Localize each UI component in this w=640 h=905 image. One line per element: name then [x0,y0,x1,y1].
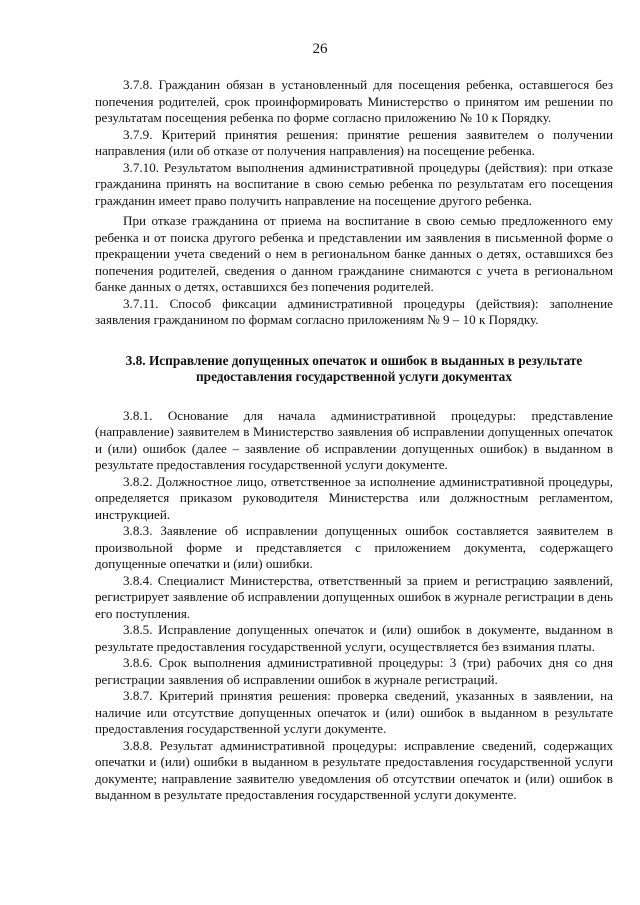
paragraph-3-8-7: 3.8.7. Критерий принятия решения: проверка сведений, указанных в заявлении, на наличие или отсутствие допущенных опечаток и (или) ошибок в выданном в результате предоставления государственной услуги документе. [95,688,613,736]
paragraph-3-8-3: 3.8.3. Заявление об исправлении допущенных ошибок составляется заявителем в произвольной форме и представляется с приложением документа, содержащего допущенные опечатки и (или) ошибки. [95,523,613,571]
paragraph-3-7-10: 3.7.10. Результатом выполнения административной процедуры (действия): при отказе гражданина принять на воспитание в свою семью ребенка по результатам его посещения гражданин имеет право получить направление на посещение другого ребенка. [95,159,613,208]
document-body [95,77,613,804]
paragraph-3-8-1: 3.8.1. Основание для начала административной процедуры: представление (направление) заявителем в Министерство заявления об исправлении допущенных опечаток и (или) ошибок (далее – заявление об исправлении допущенных ошибок) в выданном в результате предоставления государственной услуги документе. [95,407,613,472]
paragraph-3-8-5: 3.8.5. Исправление допущенных опечаток и (или) ошибок в документе, выданном в результате предоставления государственной услуги, осуществляется без взимания платы. [95,622,613,654]
paragraph-3-7-9: 3.7.9. Критерий принятия решения: принятие решения заявителем о получении направления (или об отказе от получения направления) на посещение ребенка. [95,126,613,158]
paragraph-3-8-6: 3.8.6. Срок выполнения административной процедуры: 3 (три) рабочих дня со дня регистрации заявления об исправлении ошибок в журнале регистраций. [95,655,613,687]
paragraph-3-8-8: 3.8.8. Результат административной процедуры: исправление сведений, содержащих опечатки и (или) ошибки в выданном в результате предоставления государственной услуги документе; направление заявителю уведомления об отсутствии опечаток и (или) ошибок в выданном в результате предоставления государственной услуги документе. [95,737,613,802]
paragraph-3-7-8: 3.7.8. Гражданин обязан в установленный для посещения ребенка, оставшегося без попечения родителей, срок проинформировать Министерство о принятом им решении по результатам посещения ребенка по форме согласно приложению № 10 к Порядку. [95,77,613,125]
paragraph-3-7-11: 3.7.11. Способ фиксации административной процедуры (действия): заполнение заявления гражданином по формам согласно приложениям № 9 – 10 к Порядку. [95,295,613,327]
paragraph-3-8-4: 3.8.4. Специалист Министерства, ответственный за прием и регистрацию заявлений, регистрирует заявление об исправлении допущенных ошибок в журнале регистрации в день его поступления. [95,572,613,621]
paragraph-refusal: При отказе гражданина от приема на воспитание в свою семью предложенного ему ребенка и от поиска другого ребенка и представлении им заявления в письменной форме о прекращении учета сведений о нем в региональном банке данных о детях, оставшихся без попечения родителей, сведения о данном гражданине снимаются с учета в региональном банке данных о детях, оставшихся без попечения родителей. [95,213,613,294]
page-number: 26 [312,41,328,57]
section-heading-3-8: 3.8. Исправление допущенных опечаток и ошибок в выданных в результате предоставления государственной услуги документах [125,352,583,384]
paragraph-3-8-2: 3.8.2. Должностное лицо, ответственное за исполнение административной процедуры, определяется приказом руководителя Министерства или должностным регламентом, инструкцией. [95,473,613,522]
